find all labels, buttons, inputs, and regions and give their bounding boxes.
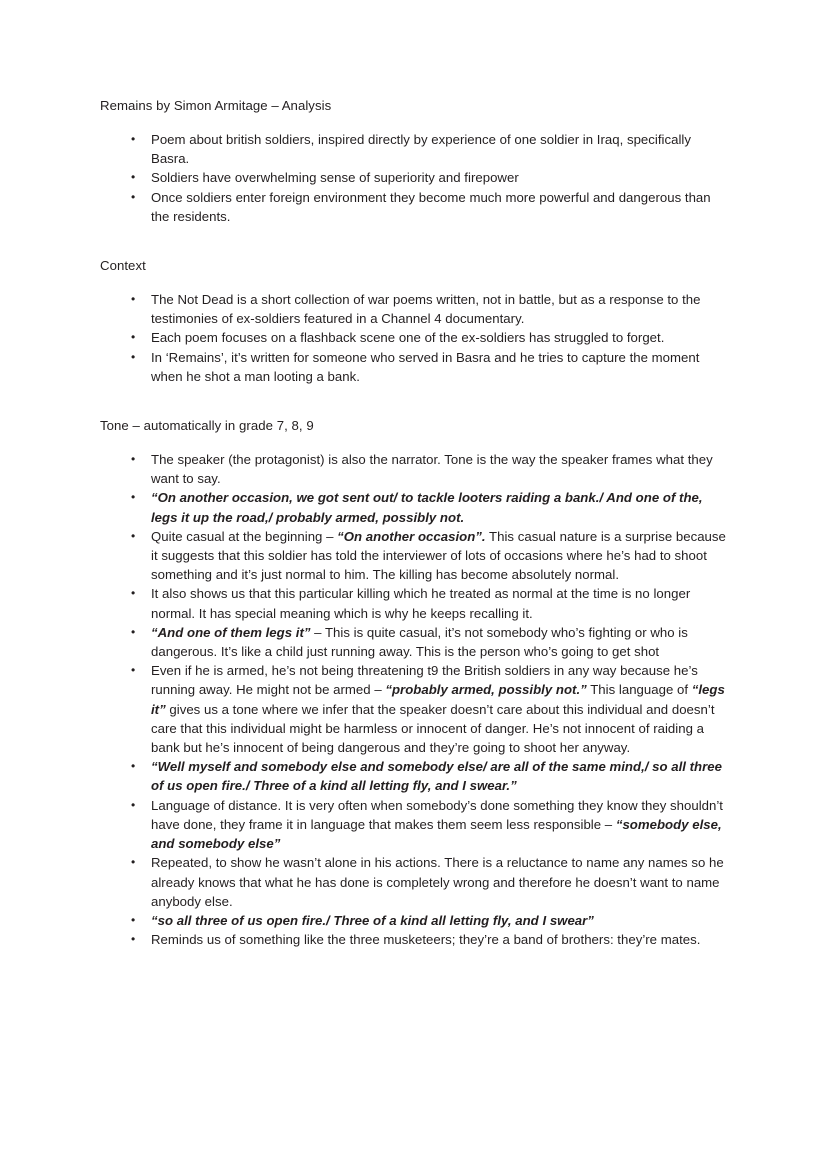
body-text: Repeated, to show he wasn’t alone in his actions. There is a reluctance to name any names so he already knows that what he has done is completely wrong and therefore he doesn’t want to name anybody else. — [151, 855, 724, 909]
page-title: Remains by Simon Armitage – Analysis — [100, 98, 332, 113]
quoted-text: “Well myself and somebody else and somebody else/ are all of the same mind,/ so all three of us open fire./ Three of a kind all letting fly, and I swear.” — [151, 759, 722, 794]
body-text: Reminds us of something like the three musketeers; they’re a band of brothers: they’re mates. — [151, 932, 701, 948]
list-item — [100, 450, 728, 488]
list-item — [100, 930, 728, 949]
body-text: In ‘Remains’, it’s written for someone who served in Basra and he tries to capture the moment when he shot a man looting a bank. — [151, 349, 700, 384]
section-analysis — [100, 96, 728, 226]
list-item — [100, 188, 728, 226]
body-text: The Not Dead is a short collection of war poems written, not in battle, but as a response to the testimonies of ex-soldiers featured in a Channel 4 documentary. — [151, 292, 701, 327]
body-text: It also shows us that this particular killing which he treated as normal at the time is no longer normal. It has special meaning which is why he keeps recalling it. — [151, 586, 691, 621]
list-item — [100, 853, 728, 911]
section-heading-context: Context — [100, 258, 146, 274]
body-text: The speaker (the protagonist) is also the narrator. Tone is the way the speaker frames what they want to say. — [151, 452, 713, 487]
quoted-text: “And one of them legs it” — [151, 624, 311, 640]
spacer — [100, 226, 728, 256]
section-tone — [100, 416, 728, 949]
section-heading-tone: Tone – automatically in grade 7, 8, 9 — [100, 418, 314, 434]
spacer — [100, 116, 728, 130]
quoted-text: “legs it” — [151, 682, 725, 717]
quoted-text: “On another occasion, we got sent out/ to tackle looters raiding a bank./ And one of the, legs it up the road,/ probably armed, possibly not. — [151, 490, 703, 525]
list-item — [100, 757, 728, 795]
body-text: Even if he is armed, he’s not being threatening t9 the British soldiers in any way because he’s running away. He might not be armed – — [151, 663, 698, 698]
quoted-text: “probably armed, possibly not.” — [385, 682, 587, 698]
list-item — [100, 328, 728, 347]
body-text: Each poem focuses on a flashback scene one of the ex-soldiers has struggled to forget. — [151, 330, 665, 346]
quoted-text: “somebody else, and somebody else” — [151, 816, 722, 852]
body-text: Once soldiers enter foreign environment they become much more powerful and dangerous than the residents. — [151, 189, 711, 224]
list-item — [100, 488, 728, 526]
bullet-list-tone — [100, 450, 728, 949]
body-text: Soldiers have overwhelming sense of superiority and firepower — [151, 170, 519, 186]
list-item — [100, 584, 728, 622]
body-text: Quite casual at the beginning – — [151, 528, 338, 544]
body-text: Language of distance. It is very often when somebody’s done something they know they shouldn’t have done, they frame it in language that makes them seem less responsible – — [151, 797, 723, 832]
list-item — [100, 527, 728, 585]
quoted-text: “so all three of us open fire./ Three of a kind all letting fly, and I swear” — [151, 912, 594, 928]
spacer — [100, 386, 728, 416]
section-context — [100, 256, 728, 386]
body-text: gives us a tone where we infer that the speaker doesn’t care about this individual and doesn’t care that this individual might be harmless or innocent of danger. He’s not innocent of raiding a bank but he’s innocent of being dangerous and they’re going to shoot her anyway. — [151, 701, 715, 756]
list-item — [100, 168, 728, 187]
body-text: Poem about british soldiers, inspired directly by experience of one soldier in Iraq, specifically Basra. — [151, 132, 691, 167]
list-item — [100, 661, 728, 757]
body-text: – This is quite casual, it’s not somebody who’s fighting or who is dangerous. It’s like a child just running away. This is the person who’s going to get shot — [151, 624, 688, 660]
spacer — [100, 276, 728, 290]
list-item — [100, 796, 728, 854]
body-text: This language of — [586, 682, 692, 698]
bullet-list-context — [100, 290, 728, 386]
list-item — [100, 623, 728, 661]
bullet-list-analysis — [100, 130, 728, 226]
document-body — [100, 96, 728, 949]
quoted-text: “On another occasion”. — [337, 528, 486, 544]
list-item — [100, 290, 728, 328]
body-text: This casual nature is a surprise because it suggests that this soldier has told the interviewer of lots of occasions where he’s had to shoot something and it’s just normal to him. The killing has become absolutely normal. — [151, 528, 726, 583]
list-item — [100, 130, 728, 168]
spacer — [100, 436, 728, 450]
list-item — [100, 348, 728, 386]
list-item — [100, 911, 728, 930]
